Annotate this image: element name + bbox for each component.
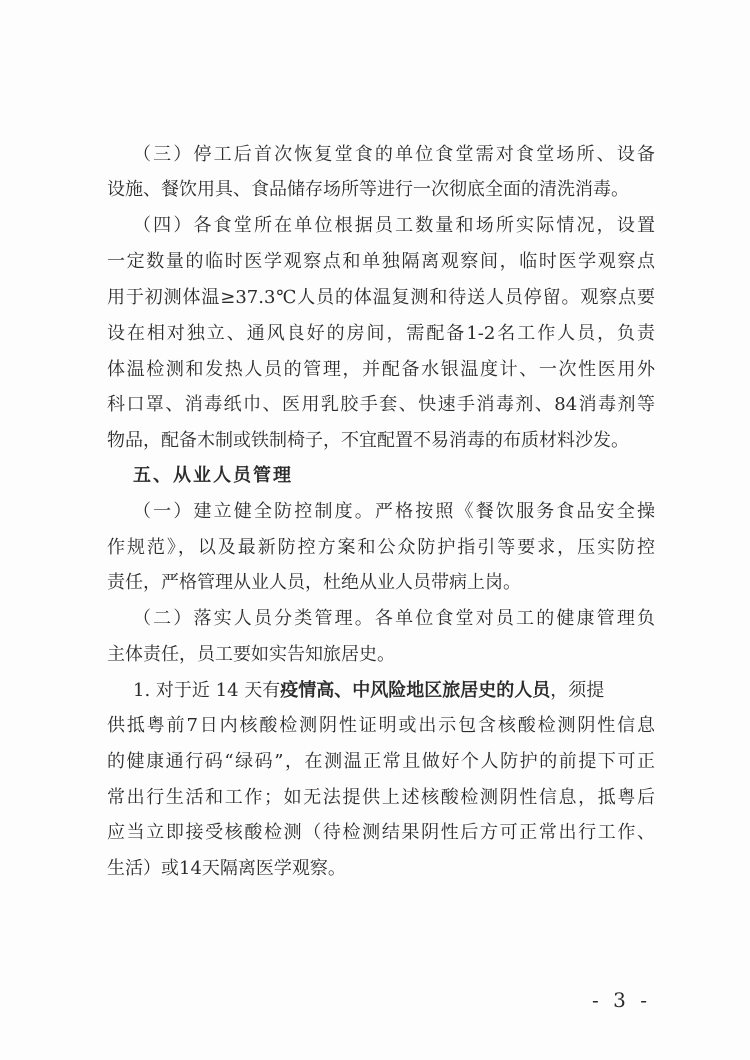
paragraph-line: （二）落实人员分类管理。各单位食堂对员工的健康管理负 (133, 608, 655, 629)
paragraph-line (133, 676, 655, 706)
line-text: ，须提 (550, 680, 605, 701)
section-heading: 五、从业人员管理 (133, 465, 293, 486)
line-text: 1. 对于近 14 天有 (133, 680, 281, 701)
paragraph-line: 物品，配备木制或铁制椅子，不宜配置不易消毒的布质材料沙发。 (107, 430, 629, 451)
paragraph-line: （四）各食堂所在单位根据员工数量和场所实际情况，设置 (133, 215, 655, 236)
paragraph-line: 科口罩、消毒纸巾、医用乳胶手套、快速手消毒剂、84消毒剂等 (107, 394, 655, 415)
paragraph-line: 供抵粤前7日内核酸检测阴性证明或出示包含核酸检测阴性信息 (107, 715, 655, 736)
paragraph-line: 设施、餐饮用具、食品储存场所等进行一次彻底全面的清洗消毒。 (107, 179, 629, 200)
page-number: - 3 - (592, 988, 651, 1012)
paragraph-line: 主体责任，员工要如实告知旅居史。 (107, 644, 395, 665)
paragraph-line: 应当立即接受核酸检测（待检测结果阴性后方可正常出行工作、 (107, 822, 655, 843)
paragraph-line: 生活）或14天隔离医学观察。 (107, 858, 346, 879)
paragraph-line: 责任，严格管理从业人员，杜绝从业人员带病上岗。 (107, 572, 521, 593)
paragraph-line: （三）停工后首次恢复堂食的单位食堂需对食堂场所、设备 (133, 144, 655, 165)
paragraph-line: 设在相对独立、通风良好的房间，需配备1-2名工作人员，负责 (107, 323, 655, 344)
paragraph-line: 常出行生活和工作；如无法提供上述核酸检测阴性信息，抵粤后 (107, 787, 655, 808)
paragraph-line: 作规范》，以及最新防控方案和公众防护指引等要求，压实防控 (107, 537, 655, 558)
emphasized-text: 疫情高、中风险地区旅居史的人员 (280, 680, 551, 701)
paragraph-line: 体温检测和发热人员的管理，并配备水银温度计、一次性医用外 (107, 359, 655, 380)
paragraph-line: 的健康通行码“绿码”，在测温正常且做好个人防护的前提下可正 (107, 751, 655, 772)
paragraph-line: 用于初测体温≥37.3℃人员的体温复测和待送人员停留。观察点要 (107, 287, 655, 308)
paragraph-line: 一定数量的临时医学观察点和单独隔离观察间，临时医学观察点 (107, 251, 655, 272)
paragraph-line: （一）建立健全防控制度。严格按照《餐饮服务食品安全操 (133, 501, 655, 522)
